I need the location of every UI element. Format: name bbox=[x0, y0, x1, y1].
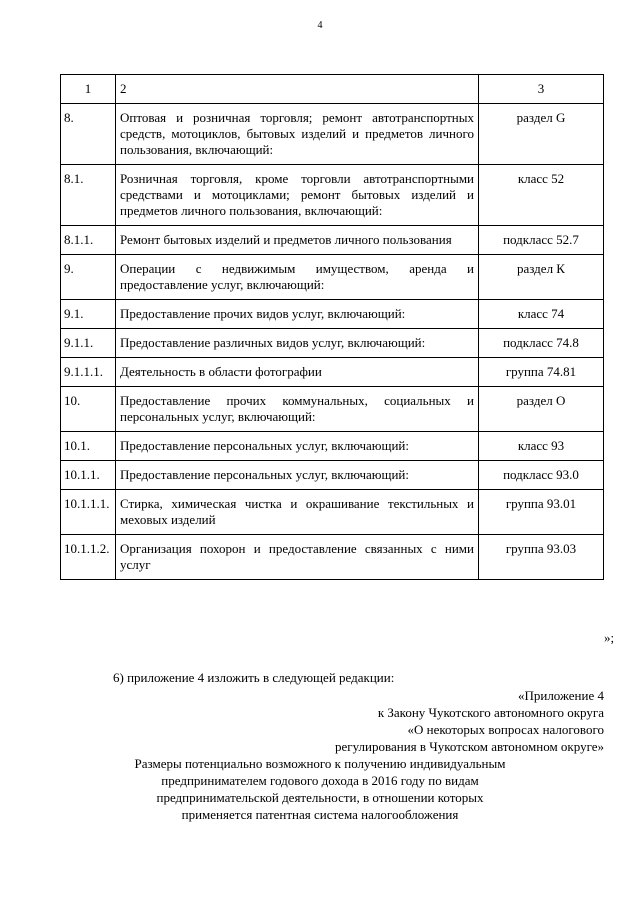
row-code-cell: класс 52 bbox=[479, 165, 604, 226]
row-number-cell: 9.1. bbox=[61, 300, 116, 329]
table-row bbox=[61, 165, 604, 226]
row-description-cell: Операции с недвижимым имуществом, аренда и предоставление услуг, включающий: bbox=[116, 255, 479, 300]
table-row bbox=[61, 104, 604, 165]
row-number-cell: 10.1. bbox=[61, 432, 116, 461]
row-description-cell: Предоставление персональных услуг, включающий: bbox=[116, 461, 479, 490]
row-code-cell: раздел G bbox=[479, 104, 604, 165]
row-code-cell: группа 93.03 bbox=[479, 535, 604, 580]
row-number-cell: 8.1. bbox=[61, 165, 116, 226]
row-description-cell: Стирка, химическая чистка и окрашивание текстильных и меховых изделий bbox=[116, 490, 479, 535]
activity-table bbox=[60, 74, 604, 580]
row-number-cell: 10.1.1.1. bbox=[61, 490, 116, 535]
row-code-cell: группа 74.81 bbox=[479, 358, 604, 387]
appendix-header-line: к Закону Чукотского автономного округа bbox=[377, 705, 604, 720]
header-cell-3: 3 bbox=[479, 75, 604, 104]
header-cell-2: 2 bbox=[116, 75, 479, 104]
table-header-row bbox=[61, 75, 604, 104]
row-description-cell: Предоставление прочих коммунальных, социальных и персональных услуг, включающий: bbox=[116, 387, 479, 432]
row-number-cell: 9.1.1.1. bbox=[61, 358, 116, 387]
sizes-title-line: Размеры потенциально возможного к получению индивидуальным bbox=[134, 756, 506, 771]
sizes-title bbox=[100, 755, 540, 823]
row-number-cell: 9. bbox=[61, 255, 116, 300]
row-code-cell: подкласс 74.8 bbox=[479, 329, 604, 358]
row-code-cell: группа 93.01 bbox=[479, 490, 604, 535]
appendix-header-line: «О некоторых вопросах налогового bbox=[407, 722, 604, 737]
row-code-cell: класс 74 bbox=[479, 300, 604, 329]
appendix-header-line: «Приложение 4 bbox=[517, 688, 604, 703]
row-number-cell: 8.1.1. bbox=[61, 226, 116, 255]
table-row bbox=[61, 329, 604, 358]
row-description-cell: Предоставление персональных услуг, включающий: bbox=[116, 432, 479, 461]
table-row bbox=[61, 461, 604, 490]
row-number-cell: 9.1.1. bbox=[61, 329, 116, 358]
amendment-line: 6) приложение 4 изложить в следующей редакции: bbox=[113, 670, 395, 685]
table-row bbox=[61, 226, 604, 255]
row-description-cell: Организация похорон и предоставление связанных с ними услуг bbox=[116, 535, 479, 580]
closing-quote-mark: »; bbox=[604, 630, 615, 645]
page-number: 4 bbox=[317, 20, 323, 31]
table-row bbox=[61, 255, 604, 300]
sizes-title-line: применяется патентная система налогообложения bbox=[181, 807, 459, 822]
table-row bbox=[61, 358, 604, 387]
row-description-cell: Ремонт бытовых изделий и предметов личного пользования bbox=[116, 226, 479, 255]
row-code-cell: раздел К bbox=[479, 255, 604, 300]
sizes-title-line: предпринимателем годового дохода в 2016 году по видам bbox=[161, 773, 479, 788]
row-description-cell: Деятельность в области фотографии bbox=[116, 358, 479, 387]
row-code-cell: подкласс 93.0 bbox=[479, 461, 604, 490]
sizes-title-line: предпринимательской деятельности, в отношении которых bbox=[156, 790, 484, 805]
row-code-cell: подкласс 52.7 bbox=[479, 226, 604, 255]
row-number-cell: 10. bbox=[61, 387, 116, 432]
table-row bbox=[61, 490, 604, 535]
row-number-cell: 8. bbox=[61, 104, 116, 165]
table-row bbox=[61, 387, 604, 432]
row-description-cell: Предоставление прочих видов услуг, включающий: bbox=[116, 300, 479, 329]
table-row bbox=[61, 432, 604, 461]
row-number-cell: 10.1.1. bbox=[61, 461, 116, 490]
appendix-header bbox=[335, 687, 604, 755]
row-number-cell: 10.1.1.2. bbox=[61, 535, 116, 580]
row-code-cell: класс 93 bbox=[479, 432, 604, 461]
appendix-header-line: регулирования в Чукотском автономном округе» bbox=[335, 739, 604, 754]
row-description-cell: Розничная торговля, кроме торговли автотранспортными средствами и мотоциклами; ремонт бытовых изделий и предметов личного пользования, включающий: bbox=[116, 165, 479, 226]
header-cell-1: 1 bbox=[61, 75, 116, 104]
row-code-cell: раздел О bbox=[479, 387, 604, 432]
row-description-cell: Оптовая и розничная торговля; ремонт автотранспортных средств, мотоциклов, бытовых изделий и предметов личного пользования, включающий: bbox=[116, 104, 479, 165]
row-description-cell: Предоставление различных видов услуг, включающий: bbox=[116, 329, 479, 358]
table-row bbox=[61, 300, 604, 329]
table-row bbox=[61, 535, 604, 580]
